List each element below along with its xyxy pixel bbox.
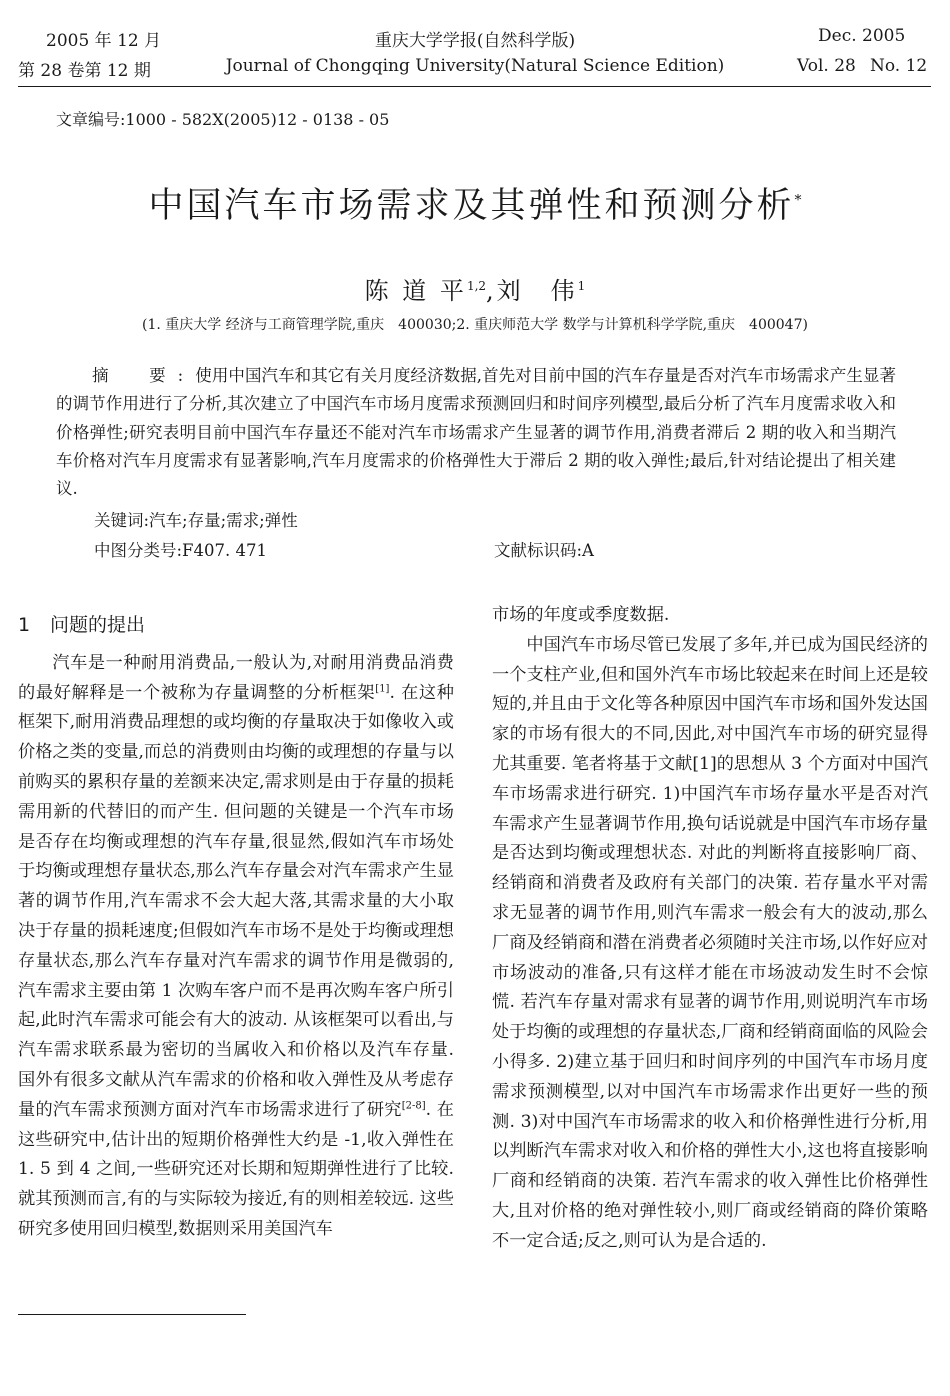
author-affil-mark: 1 <box>577 279 586 293</box>
left-column <box>18 611 454 1245</box>
authors <box>0 271 950 306</box>
affiliations: (1. 重庆大学 经济与工商管理学院,重庆 400030;2. 重庆师范大学 数学与计算机科学学院,重庆 400047) <box>142 317 808 333</box>
header-journal-en: Journal of Chongqing University(Natural Science Edition) <box>225 56 725 76</box>
right-column <box>492 601 928 1257</box>
header-issue-en: No. 12 <box>870 56 928 76</box>
header-journal-cn: 重庆大学学报(自然科学版) <box>374 31 576 51</box>
paragraph: 中国汽车市场尽管已发展了多年,并已成为国民经济的一个支柱产业,但和国外汽车市场比较起来在时间上还是较短的,并且由于文化等各种原因中国汽车市场和国外发达国家的市场有很大的不同,因此,对中国汽车市场的研究显得尤其重要. 笔者将基于文献[1]的思想从 3 个方面对中国汽车市场需求进行研究. 1)中国汽车市场存量水平是否对汽车需求产生显著调节作用,换句话说就是中国汽车市场存量是否达到均衡或理想状态. 对此的判断将直接影响厂商、经销商和消费者及政府有关部门的决策. 若存量水平对需求无显著的调节作用,则汽车需求一般会有大的波动,那么厂商及经销商和潜在消费者必须随时关注市场,以作好应对市场波动的准备,只有这样才能在市场波动发生时不会惊慌. 若汽车存量对需求有显著的调节作用,则说明汽车市场处于均衡的或理想的存量状态,厂商和经销商面临的风险会小得多. 2)建立基于回归和时间序列的中国汽车市场月度需求预测模型,以对中国汽车市场需求作出更好一些的预测. 3)对中国汽车市场需求的收入和价格弹性进行分析,用以判断汽车需求对收入和价格的弹性大小,这也将直接影响厂商和经销商的决策. 若汽车需求的收入弹性比价格弹性大,且对价格的绝对弹性较小,则厂商或经销商的降价策略不一定合适;反之,则可认为是合适的. <box>492 634 928 1251</box>
citation: [2-8] <box>401 1100 426 1112</box>
footnote-rule <box>18 1314 246 1315</box>
section-number: 1 <box>18 614 31 636</box>
article-number: 文章编号:1000 - 582X(2005)12 - 0138 - 05 <box>56 110 390 129</box>
paragraph <box>18 649 454 1245</box>
article-title <box>0 178 950 228</box>
keywords: 关键词:汽车;存量;需求;弹性 <box>94 511 298 530</box>
document-code: 文献标识码:A <box>494 541 594 560</box>
paragraph-text: 汽车是一种耐用消费品,一般认为,对耐用消费品消费的最好解释是一个被称为存量调整的分析框架 <box>18 652 454 703</box>
paragraph: 市场的年度或季度数据. <box>492 605 670 625</box>
author-name: 陈 道 平 <box>364 277 467 305</box>
paragraph-text: . 在这些研究中,估计出的短期价格弹性大约是 -1,收入弹性在 1. 5 到 4 之间,一些研究还对长期和短期弹性进行了比较. 就其预测而言,有的与实际较为接近,有的则相差较远. 这些研究多使用回归模型,数据则采用美国汽车 <box>18 1099 454 1239</box>
header-date-en: Dec. 2005 <box>818 26 906 46</box>
header-date-cn: 2005 年 12 月 <box>46 31 162 51</box>
title-footnote-mark: * <box>794 192 802 209</box>
clc-number: 中图分类号:F407. 471 <box>94 541 267 560</box>
section-heading <box>18 611 454 641</box>
paragraph-text: . 在这种框架下,耐用消费品理想的或均衡的存量取决于如像收入或价格之类的变量,而总的消费则由均衡的或理想的存量与以前购买的累积存量的差额来决定,需求则是由于存量的损耗需用新的代替旧的而产生. 但问题的关键是一个汽车市场是否存在均衡或理想的汽车存量,很显然,假如汽车市场处于均衡或理想存量状态,那么汽车存量会对汽车需求产生显著的调节作用,汽车需求不会大起大落,其需求量的大小取决于存量的损耗速度;但假如汽车市场不是处于均衡或理想存量状态,那么汽车存量对汽车需求的调节作用是微弱的,汽车需求主要由第 1 次购车客户而不是再次购车客户所引起,此时汽车需求可能会有大的波动. 从该框架可以看出,与汽车需求联系最为密切的当属收入和价格以及汽车存量. 国外有很多文献从汽车需求的价格和收入弹性及从考虑存量的汽车需求预测方面对汽车市场需求进行了研究 <box>18 682 454 1120</box>
abstract-text: 使用中国汽车和其它有关月度经济数据,首先对目前中国的汽车存量是否对汽车市场需求产生显著的调节作用进行了分析,其次建立了中国汽车市场月度需求预测回归和时间序列模型,最后分析了汽车月度需求收入和价格弹性;研究表明目前中国汽车存量还不能对汽车市场需求产生显著的调节作用,消费者滞后 2 期的收入和当期汽车价格对汽车月度需求有显著影响,汽车月度需求的价格弹性大于滞后 2 期的收入弹性;最后,针对结论提出了相关建议. <box>56 366 896 499</box>
header-rule <box>18 86 931 87</box>
citation: [1] <box>375 682 390 694</box>
author-name: 刘 伟 <box>496 277 578 305</box>
abstract-label: 摘 要: <box>92 366 196 385</box>
author-separator: , <box>486 277 497 305</box>
section-title: 问题的提出 <box>50 614 146 636</box>
abstract <box>56 362 896 503</box>
header-volume-cn: 第 28 卷第 12 期 <box>18 61 151 81</box>
author-affil-mark: 1,2 <box>466 279 487 293</box>
header-volume-en: Vol. 28 <box>797 56 856 76</box>
title-text: 中国汽车市场需求及其弹性和预测分析 <box>148 186 795 226</box>
